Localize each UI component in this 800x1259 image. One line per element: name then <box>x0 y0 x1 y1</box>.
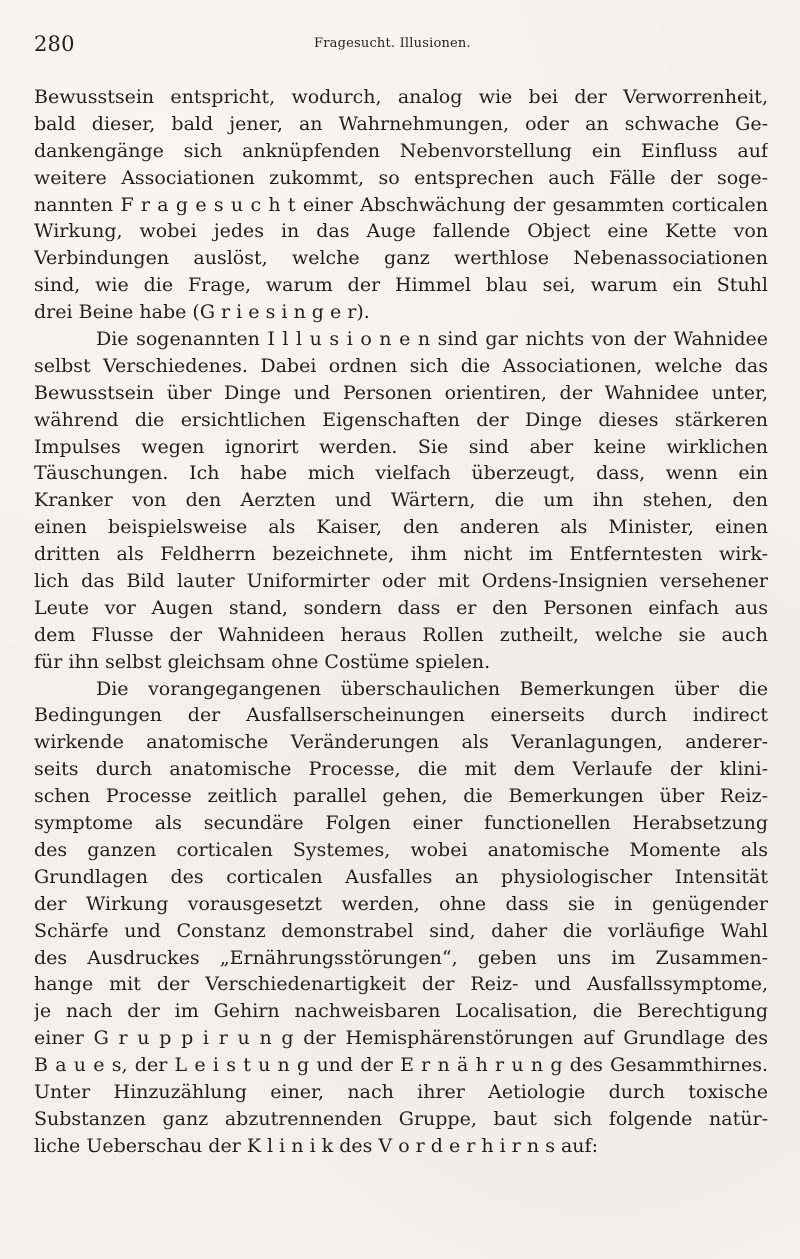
text-line: selbst Verschiedenes. Dabei ordnen sich die Associationen, welche das <box>34 354 768 377</box>
text-line: dritten als Feldherrn bezeichnete, ihm nicht im Entferntesten wirk- <box>34 543 768 566</box>
text-line: dem Flusse der Wahnideen heraus Rollen zutheilt, welche sie auch <box>34 623 768 646</box>
text-line: Leute vor Augen stand, sondern dass er den Personen einfach aus <box>34 596 768 619</box>
text-line: während die ersichtlichen Eigenschaften der Dinge dieses stärkeren <box>34 408 768 431</box>
text-line: dankengänge sich anknüpfenden Nebenvorstellung ein Einfluss auf <box>34 139 768 162</box>
text-line: Kranker von den Aerzten und Wärtern, die um ihn stehen, den <box>34 489 768 512</box>
text-line: schen Processe zeitlich parallel gehen, die Bemerkungen über Reiz- <box>34 785 768 808</box>
text-line: wirkende anatomische Veränderungen als Veranlagungen, anderer- <box>34 731 768 754</box>
text-line: Substanzen ganz abzutrennenden Gruppe, baut sich folgende natür- <box>34 1107 768 1130</box>
running-head: Fragesucht. Illusionen. <box>314 36 471 51</box>
text-line: je nach der im Gehirn nachweisbaren Localisation, die Berechtigung <box>34 1000 768 1023</box>
text-line: Unter Hinzuzählung einer, nach ihrer Aetiologie durch toxische <box>34 1080 768 1103</box>
text-line: sind, wie die Frage, warum der Himmel blau sei, warum ein Stuhl <box>34 274 768 297</box>
text-line: nannten F r a g e s u c h t einer Abschwächung der gesammten corticalen <box>34 193 768 216</box>
text-line: des ganzen corticalen Systemes, wobei anatomische Momente als <box>34 838 768 861</box>
text-line: drei Beine habe (G r i e s i n g e r). <box>34 301 370 324</box>
text-line: Verbindungen auslöst, welche ganz werthlose Nebenassociationen <box>34 247 768 270</box>
text-line: Wirkung, wobei jedes in das Auge fallende Object eine Kette von <box>34 220 768 243</box>
text-line: einer G r u p p i r u n g der Hemisphärenstörungen auf Grundlage des <box>34 1027 768 1050</box>
text-line: bald dieser, bald jener, an Wahrnehmungen, oder an schwache Ge- <box>34 112 768 135</box>
text-line: hange mit der Verschiedenartigkeit der Reiz- und Ausfallssymptome, <box>34 973 768 996</box>
text-line: der Wirkung vorausgesetzt werden, ohne dass sie in genügender <box>34 892 768 915</box>
paragraph-start-line: Die vorangegangenen überschaulichen Bemerkungen über die <box>96 677 768 700</box>
text-line: Schärfe und Constanz demonstrabel sind, daher die vorläufige Wahl <box>34 919 768 942</box>
paragraph-start-line: Die sogenannten I l l u s i o n e n sind gar nichts von der Wahnidee <box>96 328 768 351</box>
text-line: symptome als secundäre Folgen einer functionellen Herabsetzung <box>34 812 768 835</box>
text-line: weitere Associationen zukommt, so entsprechen auch Fälle der soge- <box>34 166 768 189</box>
text-line: seits durch anatomische Processe, die mit dem Verlaufe der klini- <box>34 758 768 781</box>
text-line: Bewusstsein über Dinge und Personen orientiren, der Wahnidee unter, <box>34 381 768 404</box>
text-line: B a u e s, der L e i s t u n g und der E r n ä h r u n g des Gesammthirnes. <box>34 1054 768 1077</box>
text-line: Grundlagen des corticalen Ausfalles an physiologischer Intensität <box>34 865 768 888</box>
text-line: lich das Bild lauter Uniformirter oder mit Ordens-Insignien versehener <box>34 570 768 593</box>
page-number: 280 <box>34 32 75 56</box>
text-line: liche Ueberschau der K l i n i k des V o r d e r h i r n s auf: <box>34 1134 598 1157</box>
body-text <box>34 84 768 1160</box>
text-line: einen beispielsweise als Kaiser, den anderen als Minister, einen <box>34 516 768 539</box>
page-header <box>34 30 768 58</box>
text-line: für ihn selbst gleichsam ohne Costüme spielen. <box>34 650 491 673</box>
text-line: Bewusstsein entspricht, wodurch, analog wie bei der Verworrenheit, <box>34 86 768 108</box>
text-line: des Ausdruckes „Ernährungsstörungen“, geben uns im Zusammen- <box>34 946 768 969</box>
text-line: Täuschungen. Ich habe mich vielfach überzeugt, dass, wenn ein <box>34 462 768 485</box>
text-line: Bedingungen der Ausfallserscheinungen einerseits durch indirect <box>34 704 768 727</box>
text-line: Impulses wegen ignorirt werden. Sie sind aber keine wirklichen <box>34 435 768 458</box>
